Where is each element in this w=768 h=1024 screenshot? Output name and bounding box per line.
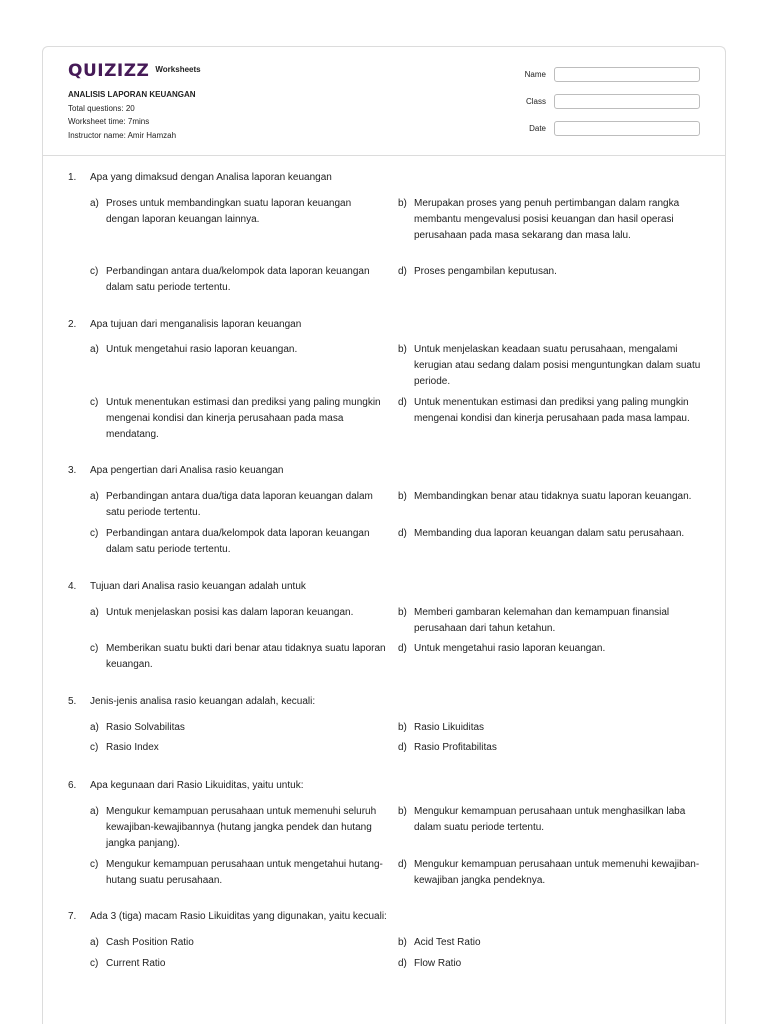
option-text: Untuk menentukan estimasi dan prediksi yang paling mungkin mengenai kondisi dan kinerja perusahaan pada masa mendatang.: [106, 397, 381, 440]
option-5c[interactable]: [90, 740, 386, 756]
option-7a[interactable]: [90, 935, 386, 951]
option-2a[interactable]: [90, 342, 386, 358]
logo-subtitle: Worksheets: [155, 65, 201, 74]
option-6b[interactable]: [398, 804, 704, 836]
option-text: Current Ratio: [106, 958, 166, 969]
option-letter: c): [90, 742, 99, 753]
option-letter: a): [90, 722, 99, 733]
question-text: Tujuan dari Analisa rasio keuangan adalah untuk: [90, 581, 306, 592]
option-text: Untuk mengetahui rasio laporan keuangan.: [106, 344, 298, 355]
option-letter: a): [90, 937, 99, 948]
question-number: 1.: [68, 172, 77, 183]
option-3c[interactable]: [90, 526, 386, 558]
option-text: Membanding dua laporan keuangan dalam satu perusahaan.: [414, 528, 685, 539]
option-text: Proses untuk membandingkan suatu laporan keuangan dengan laporan keuangan lainnya.: [106, 198, 352, 225]
worksheet-meta: [68, 88, 196, 142]
option-1c[interactable]: [90, 264, 386, 296]
option-text: Untuk menjelaskan keadaan suatu perusahaan, mengalami kerugian atau sedang dalam posisi menguntungkan dalam suatu periode.: [414, 344, 701, 387]
question-text: Ada 3 (tiga) macam Rasio Likuiditas yang digunakan, yaitu kecuali:: [90, 911, 387, 922]
option-text: Perbandingan antara dua/kelompok data laporan keuangan dalam satu periode tertentu.: [106, 528, 370, 555]
option-text: Flow Ratio: [414, 958, 462, 969]
option-5d[interactable]: [398, 740, 704, 756]
worksheet-header: [42, 46, 726, 156]
option-text: Merupakan proses yang penuh pertimbangan dalam rangka membantu mengevalusi posisi keuangan dan hasil operasi perusahaan pada masa sekarang dan masa lalu.: [414, 198, 680, 241]
option-1b[interactable]: [398, 196, 704, 244]
question-text: Jenis-jenis analisa rasio keuangan adalah, kecuali:: [90, 696, 316, 707]
question-number: 6.: [68, 780, 77, 791]
option-letter: a): [90, 344, 99, 355]
question-number: 7.: [68, 911, 77, 922]
option-3b[interactable]: [398, 489, 704, 505]
date-field-row: [525, 120, 700, 137]
option-text: Untuk menentukan estimasi dan prediksi yang paling mungkin mengenai kondisi dan kinerja perusahaan pada masa lampau.: [414, 397, 690, 424]
option-letter: d): [398, 643, 407, 654]
worksheet-time: Worksheet time: 7mins: [68, 117, 150, 126]
name-label: Name: [524, 70, 546, 79]
option-text: Rasio Likuiditas: [414, 722, 485, 733]
option-text: Untuk menjelaskan posisi kas dalam laporan keuangan.: [106, 607, 354, 618]
option-text: Mengukur kemampuan perusahaan untuk mengetahui hutang-hutang suatu perusahaan.: [106, 859, 383, 886]
option-2d[interactable]: [398, 395, 704, 427]
option-2c[interactable]: [90, 395, 386, 443]
option-letter: c): [90, 528, 99, 539]
option-text: Membandingkan benar atau tidaknya suatu laporan keuangan.: [414, 491, 692, 502]
option-text: Proses pengambilan keputusan.: [414, 266, 557, 277]
option-text: Acid Test Ratio: [414, 937, 481, 948]
option-letter: d): [398, 266, 407, 277]
option-text: Rasio Solvabilitas: [106, 722, 185, 733]
option-letter: b): [398, 607, 407, 618]
option-text: Mengukur kemampuan perusahaan untuk memenuhi seluruh kewajiban-kewajibannya (hutang jangka pendek dan hutang jangka panjang).: [106, 806, 377, 849]
name-field-row: [525, 66, 700, 83]
option-4d[interactable]: [398, 641, 704, 657]
date-label: Date: [529, 124, 546, 133]
question-7: [68, 910, 718, 924]
question-6: [68, 779, 718, 793]
question-4: [68, 580, 718, 594]
option-letter: b): [398, 937, 407, 948]
question-1: [68, 171, 718, 185]
option-letter: d): [398, 397, 407, 408]
option-text: Perbandingan antara dua/kelompok data laporan keuangan dalam satu periode tertentu.: [106, 266, 370, 293]
option-letter: a): [90, 806, 99, 817]
option-letter: c): [90, 859, 99, 870]
option-letter: b): [398, 198, 407, 209]
option-7d[interactable]: [398, 956, 704, 972]
option-4c[interactable]: [90, 641, 386, 673]
question-text: Apa kegunaan dari Rasio Likuiditas, yaitu untuk:: [90, 780, 304, 791]
option-letter: c): [90, 643, 99, 654]
option-letter: d): [398, 742, 407, 753]
option-5b[interactable]: [398, 720, 704, 736]
option-letter: c): [90, 266, 99, 277]
worksheet-title: ANALISIS LAPORAN KEUANGAN: [68, 90, 196, 99]
name-field[interactable]: [554, 67, 700, 82]
option-letter: a): [90, 491, 99, 502]
option-3a[interactable]: [90, 489, 386, 521]
question-number: 5.: [68, 696, 77, 707]
question-text: Apa yang dimaksud dengan Analisa laporan keuangan: [90, 172, 332, 183]
total-questions: Total questions: 20: [68, 103, 135, 113]
option-text: Mengukur kemampuan perusahaan untuk memenuhi kewajiban-kewajiban jangka pendeknya.: [414, 859, 700, 886]
class-field[interactable]: [554, 94, 700, 109]
class-field-row: [525, 93, 700, 110]
question-2: [68, 318, 718, 332]
option-letter: a): [90, 607, 99, 618]
option-2b[interactable]: [398, 342, 704, 390]
option-6d[interactable]: [398, 857, 704, 889]
option-7b[interactable]: [398, 935, 704, 951]
option-7c[interactable]: [90, 956, 386, 972]
instructor-name: Instructor name: Amir Hamzah: [68, 130, 177, 140]
option-6c[interactable]: [90, 857, 386, 889]
option-letter: b): [398, 806, 407, 817]
option-1a[interactable]: [90, 196, 386, 228]
option-text: Memberikan suatu bukti dari benar atau tidaknya suatu laporan keuangan.: [106, 643, 386, 670]
option-letter: a): [90, 198, 99, 209]
question-number: 3.: [68, 465, 77, 476]
date-field[interactable]: [554, 121, 700, 136]
option-5a[interactable]: [90, 720, 386, 736]
question-text: Apa pengertian dari Analisa rasio keuangan: [90, 465, 284, 476]
option-letter: d): [398, 958, 407, 969]
student-fields: [525, 66, 700, 147]
option-text: Untuk mengetahui rasio laporan keuangan.: [414, 643, 606, 654]
option-letter: d): [398, 528, 407, 539]
question-number: 4.: [68, 581, 77, 592]
option-3d[interactable]: [398, 526, 704, 542]
option-text: Cash Position Ratio: [106, 937, 194, 948]
option-letter: c): [90, 397, 99, 408]
option-letter: d): [398, 859, 407, 870]
option-4b[interactable]: [398, 605, 704, 637]
option-text: Rasio Profitabilitas: [414, 742, 497, 753]
question-3: [68, 464, 718, 478]
option-letter: b): [398, 491, 407, 502]
class-label: Class: [525, 97, 546, 106]
option-letter: c): [90, 958, 99, 969]
question-5: [68, 695, 718, 709]
option-4a[interactable]: [90, 605, 386, 621]
option-letter: b): [398, 344, 407, 355]
option-text: Mengukur kemampuan perusahaan untuk menghasilkan laba dalam suatu periode tertentu.: [414, 806, 686, 833]
question-text: Apa tujuan dari menganalisis laporan keuangan: [90, 319, 302, 330]
question-number: 2.: [68, 319, 77, 330]
option-6a[interactable]: [90, 804, 386, 852]
option-text: Rasio Index: [106, 742, 159, 753]
option-1d[interactable]: [398, 264, 704, 280]
option-letter: b): [398, 722, 407, 733]
option-text: Memberi gambaran kelemahan dan kemampuan finansial perusahaan dari tahun ketahun.: [414, 607, 670, 634]
brand: [68, 62, 201, 80]
quizizz-logo: QUIZIZZ: [68, 61, 150, 81]
option-text: Perbandingan antara dua/tiga data laporan keuangan dalam satu periode tertentu.: [106, 491, 373, 518]
